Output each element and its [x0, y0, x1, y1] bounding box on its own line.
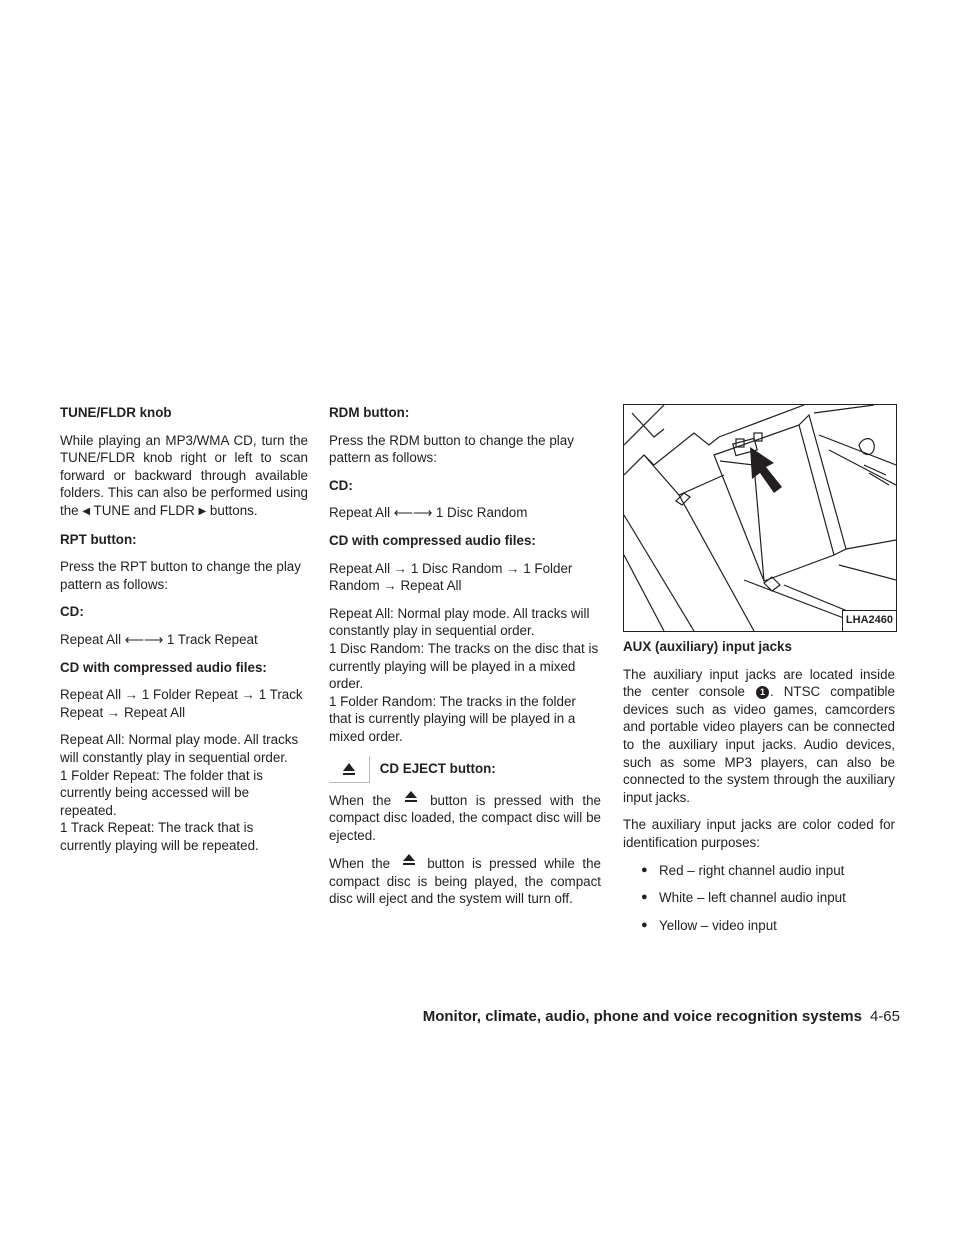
column-middle	[329, 404, 601, 918]
eject-icon	[342, 762, 356, 776]
aux-paragraph-1	[623, 666, 895, 807]
eject-paragraph-1	[329, 791, 601, 845]
rpt-cd-heading: CD:	[60, 604, 84, 620]
eject-heading: CD EJECT button:	[379, 760, 496, 776]
figure-label: LHA2460	[842, 610, 896, 631]
rpt-compressed-cycle: Repeat All → 1 Folder Repeat → 1 Track Repeat → Repeat All	[60, 687, 303, 720]
rdm-cd-heading: CD:	[329, 477, 353, 493]
jack-white-text: White – left channel audio input	[659, 890, 846, 906]
eject-inline-icon	[402, 854, 416, 866]
center-console-illustration	[624, 405, 896, 631]
jack-yellow-text: Yellow – video input	[659, 917, 777, 933]
jack-color-list	[623, 862, 895, 935]
eject-paragraph-2	[329, 854, 601, 908]
rdm-desc-disc-random: 1 Disc Random: The tracks on the disc that is currently playing will be played in a mixed order.	[329, 640, 599, 692]
eject-heading-row	[329, 756, 601, 783]
rpt-desc-repeat-all: Repeat All: Normal play mode. All tracks will constantly play in sequential order.	[60, 732, 299, 765]
jack-red-text: Red – right channel audio input	[659, 862, 845, 878]
callout-marker: 1	[756, 686, 769, 699]
rpt-desc-folder-repeat: 1 Folder Repeat: The folder that is currently being accessed will be repeated.	[60, 767, 263, 818]
rdm-descriptions	[329, 605, 601, 746]
eject-p1-end: button is pressed with the compact disc loaded, the compact disc will be ejected.	[329, 792, 601, 843]
rpt-paragraph: Press the RPT button to change the play pattern as follows:	[60, 559, 301, 592]
rpt-descriptions	[60, 731, 308, 854]
eject-p1-start: When the	[329, 792, 392, 808]
section-title: Monitor, climate, audio, phone and voice recognition systems	[422, 1008, 862, 1025]
page-footer	[423, 1008, 900, 1025]
eject-inline-icon	[404, 791, 418, 803]
list-item	[641, 862, 895, 880]
bullet-icon: ●	[641, 918, 648, 931]
rdm-desc-repeat-all: Repeat All: Normal play mode. All tracks will constantly play in sequential order.	[329, 605, 590, 639]
rdm-compressed-cycle: Repeat All → 1 Disc Random → 1 Folder Random → Repeat All	[329, 560, 573, 594]
aux-paragraph-2: The auxiliary input jacks are color coded for identification purposes:	[623, 817, 895, 850]
eject-icon-box	[329, 756, 370, 783]
eject-p2-end: button is pressed while the compact disc is being played, the compact disc will eject and the system will turn off.	[329, 856, 601, 907]
aux-p1-start: The auxiliary input jacks are located inside the center console	[623, 666, 895, 700]
tune-text-mid: TUNE and FLDR	[93, 502, 195, 518]
rdm-compressed-heading: CD with compressed audio files:	[329, 532, 536, 548]
bullet-icon: ●	[641, 863, 648, 876]
tune-left-triangle-icon: ◀	[82, 505, 91, 517]
list-item	[641, 917, 895, 935]
rpt-cd-cycle: Repeat All ⟵⟶ 1 Track Repeat	[60, 631, 258, 647]
list-item	[641, 889, 895, 907]
tune-paragraph	[60, 432, 308, 521]
rdm-heading: RDM button:	[329, 405, 410, 420]
rdm-cd-cycle: Repeat All ⟵⟶ 1 Disc Random	[329, 505, 528, 521]
rdm-paragraph: Press the RDM button to change the play pattern as follows:	[329, 432, 574, 466]
location-arrow-icon	[750, 447, 782, 493]
aux-heading: AUX (auxiliary) input jacks	[623, 639, 792, 654]
rdm-desc-folder-random: 1 Folder Random: The tracks in the folder that is currently playing will be played in a mixed order.	[329, 693, 576, 744]
eject-p2-start: When the	[329, 856, 391, 872]
bullet-icon: ●	[641, 891, 648, 904]
column-right	[623, 404, 895, 944]
column-left	[60, 404, 308, 854]
rpt-heading: RPT button:	[60, 531, 137, 547]
aux-p1-end: . NTSC compatible devices such as video games, camcorders and portable video players can be connected to the auxiliary input jacks. Audio devices, such as some MP3 players, can also be connected to the system through the auxiliary input jacks.	[623, 684, 895, 805]
tune-heading: TUNE/FLDR knob	[60, 405, 172, 420]
tune-text-end: buttons.	[209, 502, 258, 518]
tune-text-start: While playing an MP3/WMA CD, turn the TUNE/FLDR knob right or left to scan forward or backward through available folders. This can also be performed using the	[60, 432, 308, 518]
page-number: 4-65	[869, 1008, 900, 1025]
center-console-figure	[623, 404, 897, 632]
fldr-right-triangle-icon: ▶	[198, 505, 207, 517]
rpt-compressed-heading: CD with compressed audio files:	[60, 659, 267, 675]
rpt-desc-track-repeat: 1 Track Repeat: The track that is currently playing will be repeated.	[60, 820, 259, 853]
